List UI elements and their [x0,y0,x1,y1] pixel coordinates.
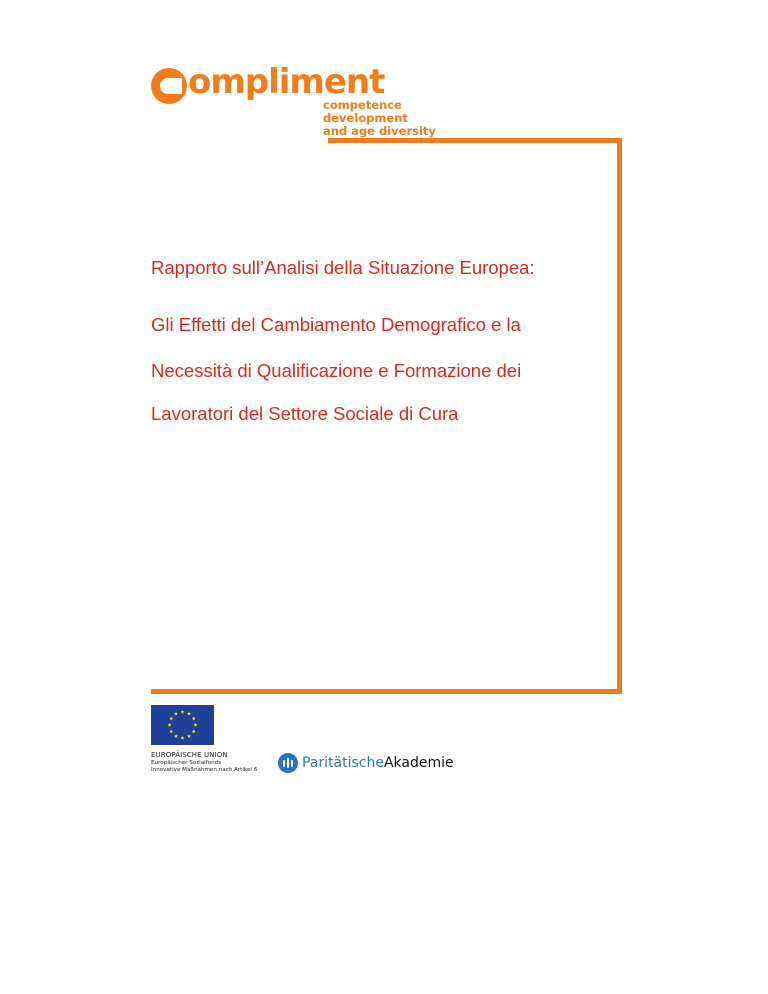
eu-star [169,716,173,720]
eu-flag-icon [151,705,214,745]
eu-star [187,734,191,738]
eu-star [180,736,184,740]
logo-wordmark: ompliment [188,62,385,102]
eu-label-line-2: Europäischer Sozialfonds [151,760,222,766]
tagline-line-1: competence development [323,98,408,125]
partner-name-part-1: Paritätische [302,755,384,771]
frame-top-border [328,138,622,143]
compliment-logo [151,62,481,138]
title-line-2: Gli Effetti del Cambiamento Demografico e la [151,314,521,335]
eu-star [167,723,171,727]
eu-star [169,729,173,733]
title-line-4: Lavoratori del Settore Sociale di Cura [151,403,459,424]
eu-star [192,716,196,720]
title-line-3: Necessità di Qualificazione e Formazione dei [151,360,522,381]
title-line-1: Rapporto sull’Analisi della Situazione Europea: [151,257,535,278]
logo-tagline [323,99,481,138]
eu-star [187,712,191,716]
partner-name-part-2: Akademie [383,755,454,771]
eu-label [151,751,291,774]
eu-star [193,723,197,727]
eu-star [192,729,196,733]
partner-name [302,753,454,773]
paritaetische-icon [278,753,298,773]
tagline-line-2: and age diversity [323,124,436,138]
eu-label-line-1: EUROPÄISCHE UNION [151,751,228,759]
eu-star [174,712,178,716]
paritaetische-akademie-logo [278,752,478,776]
frame-bottom-border [151,689,622,694]
eu-star [174,734,178,738]
eu-label-line-3: Innovative Maßnahmen nach Artikel 6 [151,767,258,773]
frame-right-border [617,138,622,694]
compliment-c-icon [151,68,187,104]
eu-star [180,710,184,714]
